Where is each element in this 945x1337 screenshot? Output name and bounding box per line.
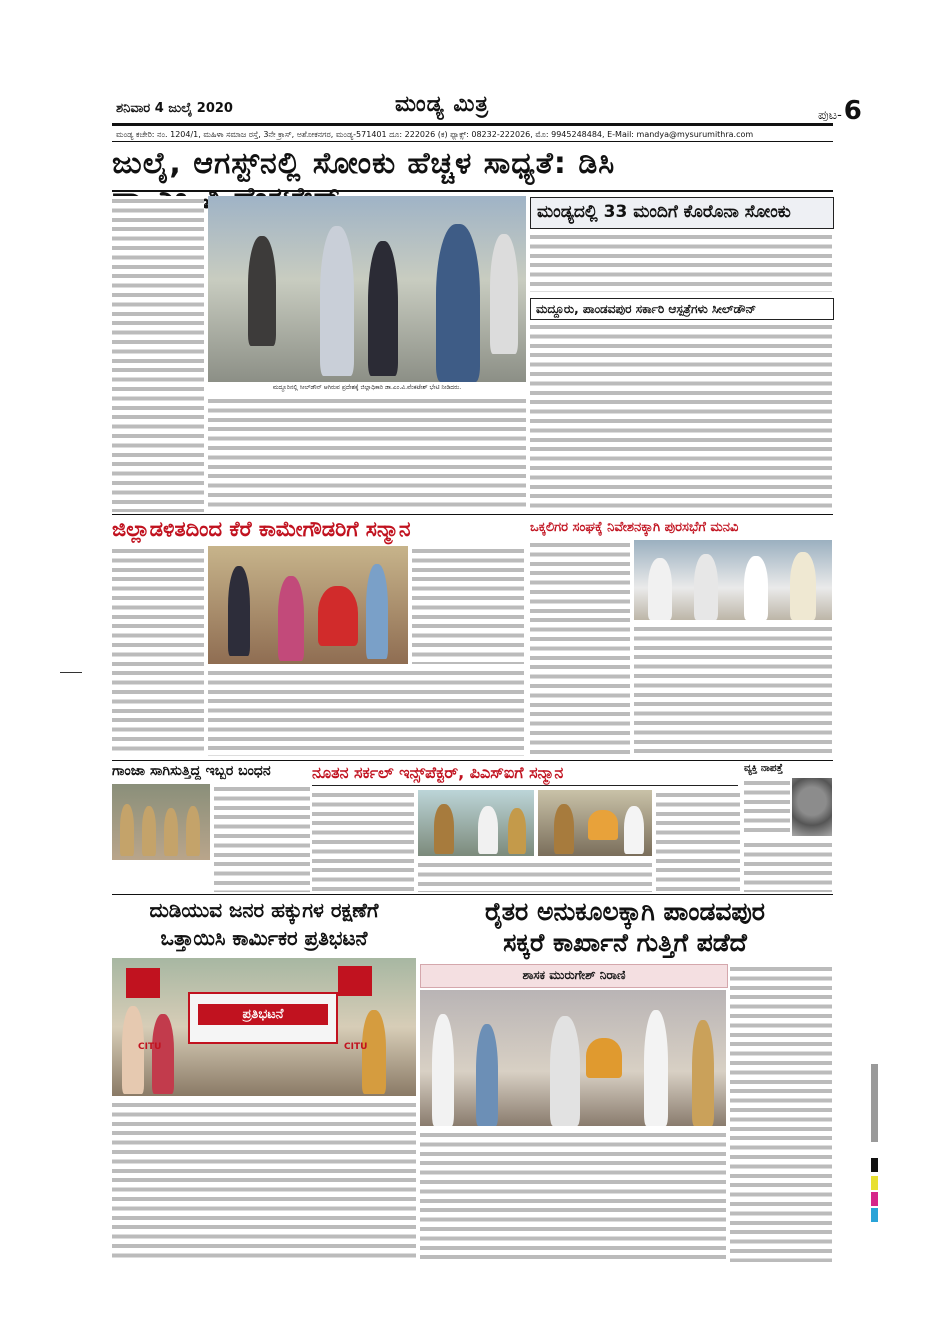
vokkaliga-body: [634, 624, 832, 756]
vokkaliga-headline: ಒಕ್ಕಲಿಗರ ಸಂಘಕ್ಕೆ ನಿವೇಶನಕ್ಕಾಗಿ ಪುರಸಭೆಗೆ ಮನವಿ: [530, 520, 739, 535]
missing-headline: ವ್ಯಕ್ತಿ ನಾಪತ್ತೆ: [744, 763, 783, 774]
honour-column-1: [112, 546, 204, 756]
inspector-photo-2: [538, 790, 652, 856]
honour-body: [208, 668, 524, 756]
fold-mark: [60, 672, 82, 673]
lead-headline: ಜುಲೈ, ಆಗಸ್ಟ್‌ನಲ್ಲಿ ಸೋಂಕು ಹೆಚ್ಚಳ ಸಾಧ್ಯತೆ: ಡಿಸಿ: [112, 146, 616, 181]
protest-headline-2: ಒತ್ತಾಯಿಸಿ ಕಾರ್ಮಿಕರ ಪ್ರತಿಭಟನೆ: [160, 926, 368, 950]
print-strip-magenta: [871, 1192, 878, 1206]
honour-headline: ಜಿಲ್ಲಾಡಳಿತದಿಂದ ಕೆರೆ ಕಾಮೇಗೌಡರಿಗೆ ಸನ್ಮಾನ: [112, 517, 411, 541]
sugar-photo: [420, 990, 726, 1126]
sugar-headline-1: ರೈತರ ಅನುಕೂಲಕ್ಕಾಗಿ ಪಾಂಡವಪುರ: [484, 897, 766, 926]
corona-body: [530, 232, 832, 292]
corona-headline: ಮಂಡ್ಯದಲ್ಲಿ 33 ಮಂದಿಗೆ ಕೊರೊನಾ ಸೋಂಕು: [537, 202, 791, 222]
page-number: ಪುಟ-6: [818, 96, 862, 126]
ganja-photo: [112, 784, 210, 860]
section-rule-3: [112, 894, 833, 895]
newspaper-title: ಮಂಡ್ಯ ಮಿತ್ರ: [395, 92, 489, 117]
protest-banner-text: ಪ್ರತಿಭಟನೆ: [198, 1004, 328, 1025]
protest-photo: [112, 958, 416, 1096]
lead-column-1: [112, 196, 204, 512]
citu-logo-right: CITU: [344, 1042, 368, 1052]
section-rule-1: [112, 514, 833, 515]
sugar-subhead: ಶಾಸಕ ಮುರುಗೇಶ್ ನಿರಾಣಿ: [522, 968, 626, 982]
inspector-body-1: [312, 790, 414, 892]
protest-banner: [188, 992, 338, 1044]
sugar-subhead-box: [420, 964, 728, 988]
section-rule-2: [112, 760, 833, 761]
ganja-headline: ಗಾಂಜಾ ಸಾಗಿಸುತ್ತಿದ್ದ ಇಬ್ಬರ ಬಂಧನ: [112, 763, 271, 779]
honour-column-3: [412, 546, 524, 664]
sugar-body-2: [730, 964, 832, 1262]
print-strip-black: [871, 1158, 878, 1172]
missing-person-photo: [792, 778, 832, 836]
inspector-headline: ನೂತನ ಸರ್ಕಲ್ ಇನ್ಸ್‌ಪೆಕ್ಟರ್, ಪಿಎಸ್‌ಐಗೆ ಸನ್ಮಾನ: [312, 763, 564, 782]
vokkaliga-photo: [634, 540, 832, 620]
contact-line: ಮಂಡ್ಯ ಕಚೇರಿ: ನಂ. 1204/1, ಮಹಿಳಾ ಸಮಾಜ ರಸ್ತೆ, 3ನೇ ಕ್ರಾಸ್, ಅಶೋಕನಗರ, ಮಂಡ್ಯ-571401 ದೂ: 222026 (ಕ) ಫ್ಯಾಕ್ಸ್: 08232-222026, ಮೊ: 9945248484, E-Mail: mandya@mysurumithra.com: [116, 130, 754, 139]
protest-body: [112, 1100, 416, 1262]
sealdown-headline: ಮದ್ದೂರು, ಪಾಂಡವಪುರ ಸರ್ಕಾರಿ ಆಸ್ಪತ್ರೆಗಳು ಸೀಲ್‌ಡೌನ್: [536, 302, 757, 316]
lead-photo: [208, 196, 526, 382]
print-strip-cyan: [871, 1208, 878, 1222]
inspector-body-3: [656, 790, 740, 892]
inspector-body-2: [418, 860, 652, 892]
print-strip-gray: [871, 1064, 878, 1142]
missing-body-2: [744, 840, 832, 892]
ganja-body: [214, 784, 310, 892]
print-strip-yellow: [871, 1176, 878, 1190]
inspector-photo-1: [418, 790, 534, 856]
vokkaliga-column-1: [530, 540, 630, 756]
sealdown-body: [530, 322, 832, 512]
corona-headline-box: [530, 197, 834, 229]
lead-photo-caption: ಮದ್ದೂರಿನಲ್ಲಿ ಸೀಲ್‌ಡೌನ್ ಆಗಿರುವ ಪ್ರದೇಶಕ್ಕೆ ಜಿಲ್ಲಾಧಿಕಾರಿ ಡಾ.ಎಂ.ವಿ.ವೆಂಕಟೇಶ್ ಭೇಟಿ ನೀಡಿದರು.: [272, 384, 462, 391]
headline-rule: [112, 190, 833, 192]
missing-body-1: [744, 778, 790, 836]
sugar-body-1: [420, 1130, 726, 1262]
citu-logo-left: CITU: [138, 1042, 162, 1052]
honour-photo: [208, 546, 408, 664]
lead-body-below-photo: [208, 396, 526, 512]
sugar-headline-2: ಸಕ್ಕರೆ ಕಾರ್ಖಾನೆ ಗುತ್ತಿಗೆ ಪಡೆದೆ: [503, 928, 747, 957]
issue-date: ಶನಿವಾರ 4 ಜುಲೈ 2020: [116, 101, 233, 116]
sealdown-headline-box: [530, 298, 834, 320]
inspector-headline-box: [312, 763, 738, 786]
contact-rule: [112, 141, 833, 142]
masthead-rule: [112, 123, 833, 126]
protest-headline-1: ದುಡಿಯುವ ಜನರ ಹಕ್ಕುಗಳ ರಕ್ಷಣೆಗೆ: [149, 898, 379, 922]
